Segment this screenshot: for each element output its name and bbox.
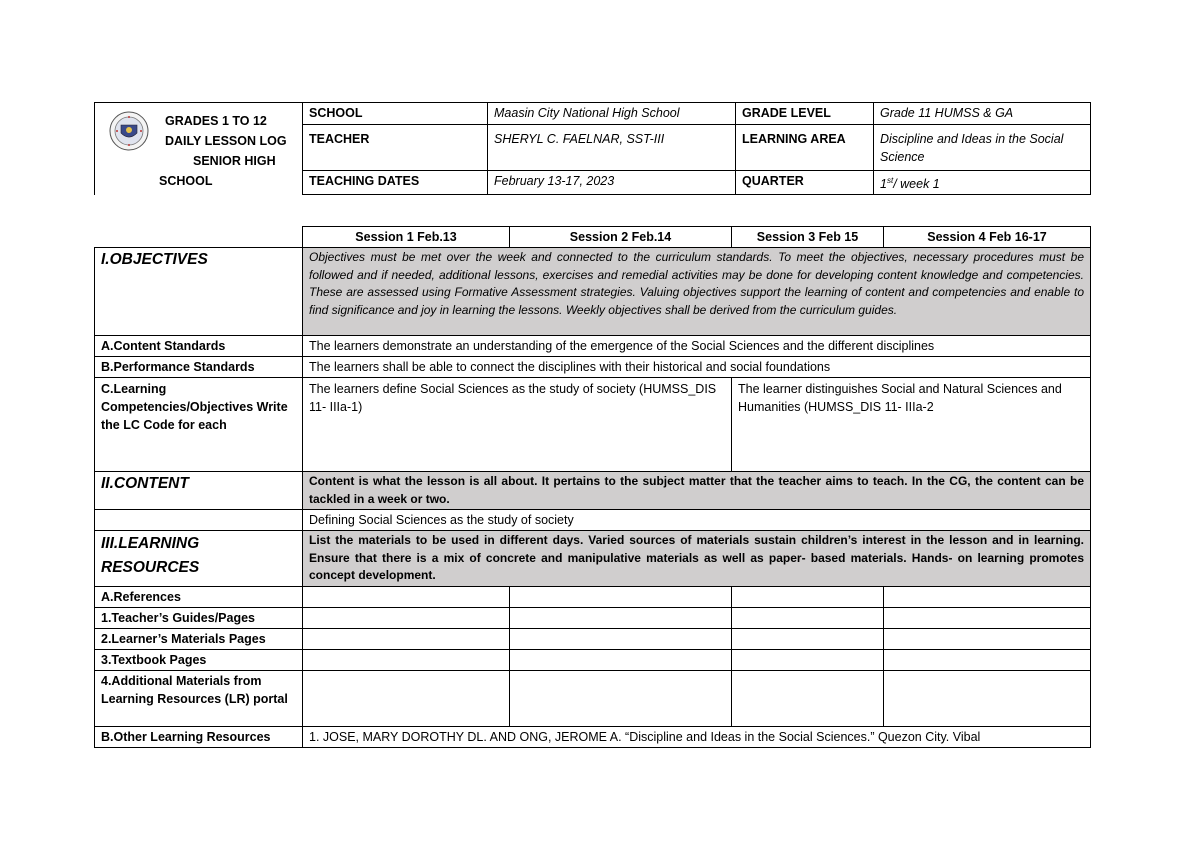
header-table bbox=[94, 102, 1091, 195]
additional-s1 bbox=[303, 670, 510, 726]
teachers-guides-s3 bbox=[732, 607, 884, 628]
teachers-guides-s1 bbox=[303, 607, 510, 628]
references-label: A.References bbox=[95, 586, 303, 607]
references-s4 bbox=[884, 586, 1091, 607]
learners-materials-label: 2.Learner’s Materials Pages bbox=[95, 628, 303, 649]
sessions-row bbox=[95, 227, 1091, 248]
performance-standards-label: B.Performance Standards bbox=[95, 357, 303, 378]
objectives-heading: I.OBJECTIVES bbox=[95, 248, 303, 336]
teachers-guides-s2 bbox=[510, 607, 732, 628]
learners-materials-s3 bbox=[732, 628, 884, 649]
learning-area-value: Discipline and Ideas in the Social Science bbox=[874, 125, 1091, 171]
school-value: Maasin City National High School bbox=[488, 103, 736, 125]
deped-logo-cell bbox=[95, 103, 303, 195]
learning-area-label: LEARNING AREA bbox=[736, 125, 874, 171]
grade-level-value: Grade 11 HUMSS & GA bbox=[874, 103, 1091, 125]
other-resources-label: B.Other Learning Resources bbox=[95, 726, 303, 747]
textbook-s4 bbox=[884, 649, 1091, 670]
quarter-value bbox=[874, 171, 1091, 195]
sessions-corner bbox=[95, 227, 303, 248]
competencies-label: C.Learning Competencies/Objectives Write the LC Code for each bbox=[95, 378, 303, 472]
dll-title-line-4: SCHOOL bbox=[159, 174, 213, 188]
deped-seal-icon bbox=[109, 111, 149, 151]
references-s2 bbox=[510, 586, 732, 607]
grade-level-label: GRADE LEVEL bbox=[736, 103, 874, 125]
textbook-s2 bbox=[510, 649, 732, 670]
school-label: SCHOOL bbox=[303, 103, 488, 125]
session-1-header: Session 1 Feb.13 bbox=[303, 227, 510, 248]
content-heading: II.CONTENT bbox=[95, 472, 303, 510]
competency-2: The learner distinguishes Social and Natural Sciences and Humanities (HUMSS_DIS 11- IIIa-2 bbox=[732, 378, 1091, 472]
resources-note: List the materials to be used in different days. Varied sources of materials sustain children’s interest in the lesson and in learning. Ensure that there is a mix of concrete and manipulative materials as well as paper- based materials. Hands- on learning promotes concept development. bbox=[303, 531, 1091, 587]
dll-title-line-2: DAILY LESSON LOG bbox=[165, 134, 287, 148]
textbook-label: 3.Textbook Pages bbox=[95, 649, 303, 670]
content-standards-value: The learners demonstrate an understanding of the emergence of the Social Sciences and the different disciplines bbox=[303, 336, 1091, 357]
content-value: Defining Social Sciences as the study of society bbox=[303, 510, 1091, 531]
session-4-header: Session 4 Feb 16-17 bbox=[884, 227, 1091, 248]
content-blank bbox=[95, 510, 303, 531]
quarter-week: / week 1 bbox=[893, 177, 940, 192]
references-s3 bbox=[732, 586, 884, 607]
teaching-dates-label: TEACHING DATES bbox=[303, 171, 488, 195]
session-3-header: Session 3 Feb 15 bbox=[732, 227, 884, 248]
learners-materials-s2 bbox=[510, 628, 732, 649]
learners-materials-s4 bbox=[884, 628, 1091, 649]
lesson-log-table bbox=[94, 226, 1091, 748]
other-resources-value: 1. JOSE, MARY DOROTHY DL. AND ONG, JEROME A. “Discipline and Ideas in the Social Sciences.” Quezon City. Vibal bbox=[303, 726, 1091, 747]
performance-standards-value: The learners shall be able to connect the disciplines with their historical and social foundations bbox=[303, 357, 1091, 378]
references-s1 bbox=[303, 586, 510, 607]
quarter-number: 1 bbox=[880, 177, 887, 192]
objectives-note: Objectives must be met over the week and connected to the curriculum standards. To meet the objectives, necessary procedures must be followed and if needed, additional lessons, exercises and remedial activities may be done for developing content knowledge and competencies. These are assessed using Formative Assessment strategies. Valuing objectives support the learning of content and competencies and enable to find significance and joy in learning the lessons. Weekly objectives shall be derived from the curriculum guides. bbox=[303, 248, 1091, 336]
additional-s2 bbox=[510, 670, 732, 726]
quarter-label: QUARTER bbox=[736, 171, 874, 195]
additional-materials-label: 4.Additional Materials from Learning Resources (LR) portal bbox=[95, 670, 303, 726]
teaching-dates-value: February 13-17, 2023 bbox=[488, 171, 736, 195]
content-note: Content is what the lesson is all about. It pertains to the subject matter that the teacher aims to teach. In the CG, the content can be tackled in a week or two. bbox=[303, 472, 1091, 510]
textbook-s3 bbox=[732, 649, 884, 670]
learners-materials-s1 bbox=[303, 628, 510, 649]
teachers-guides-s4 bbox=[884, 607, 1091, 628]
quarter-ordinal: st bbox=[886, 176, 894, 185]
session-2-header: Session 2 Feb.14 bbox=[510, 227, 732, 248]
resources-heading: III.LEARNING RESOURCES bbox=[95, 531, 303, 587]
teacher-value: SHERYL C. FAELNAR, SST-III bbox=[488, 125, 736, 171]
teacher-label: TEACHER bbox=[303, 125, 488, 171]
textbook-s1 bbox=[303, 649, 510, 670]
competency-1: The learners define Social Sciences as the study of society (HUMSS_DIS 11- IIIa-1) bbox=[303, 378, 732, 472]
additional-s3 bbox=[732, 670, 884, 726]
teachers-guides-label: 1.Teacher’s Guides/Pages bbox=[95, 607, 303, 628]
dll-title-line-1: GRADES 1 TO 12 bbox=[165, 114, 267, 128]
additional-s4 bbox=[884, 670, 1091, 726]
dll-title-line-3: SENIOR HIGH bbox=[193, 154, 276, 168]
content-standards-label: A.Content Standards bbox=[95, 336, 303, 357]
